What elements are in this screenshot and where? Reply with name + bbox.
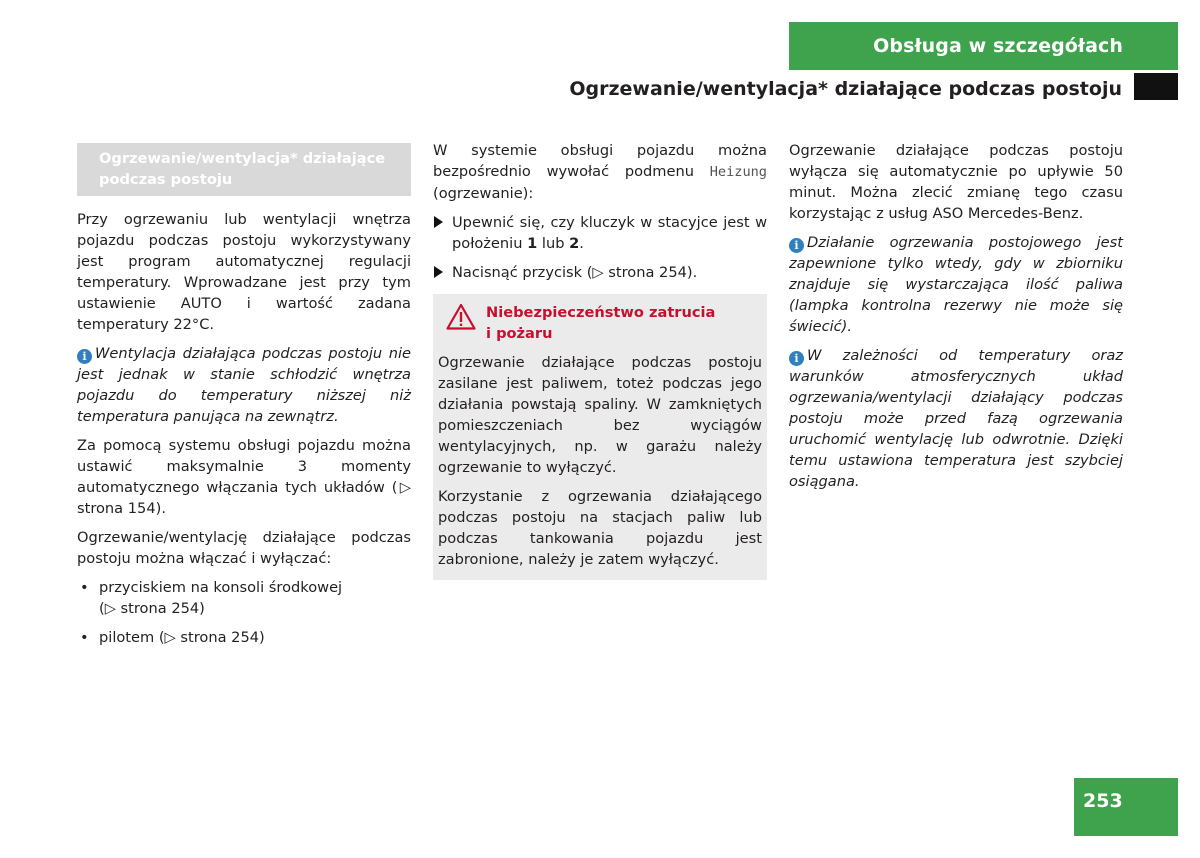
key-position: 1 bbox=[527, 235, 538, 252]
section-tab-label: Obsługa w szczegółach bbox=[873, 35, 1123, 57]
info-icon: i bbox=[789, 238, 804, 253]
intro-text-end: (ogrzewanie): bbox=[433, 185, 534, 202]
paragraph: Ogrzewanie/wentylację działające podczas postoju można włączać i wyłączać: bbox=[77, 529, 411, 567]
step-arrow-icon bbox=[434, 266, 443, 278]
warning-title bbox=[486, 302, 715, 344]
section-heading-line2: podczas postoju bbox=[99, 171, 233, 188]
list-item-text: przyciskiem na konsoli środkowej bbox=[99, 579, 343, 596]
info-note-text: Wentylacja działająca podczas postoju nie jest jednak w stanie schłodzić wnętrza pojazdu do temperatury niższej niż temperatura panująca na zewnątrz. bbox=[77, 345, 411, 425]
warning-paragraph: Korzystanie z ogrzewania działającego podczas postoju na stacjach paliw lub podczas tankowania pojazdu jest zabronione, należy je zatem wyłączyć. bbox=[438, 488, 762, 568]
info-note bbox=[789, 232, 1123, 337]
paragraph: Za pomocą systemu obsługi pojazdu można ustawić maksymalnie 3 momenty automatycznego włączania tych układów (▷ strona 154). bbox=[77, 437, 411, 517]
step-arrow-icon bbox=[434, 216, 443, 228]
list-item bbox=[77, 627, 411, 648]
menu-name: Heizung bbox=[709, 164, 767, 180]
warning-header bbox=[438, 302, 762, 344]
thumb-index-marker bbox=[1134, 73, 1178, 100]
key-position: 2 bbox=[569, 235, 580, 252]
section-heading-line1: Ogrzewanie/wentylacja* działające bbox=[99, 150, 386, 167]
column-left bbox=[77, 140, 411, 656]
paragraph bbox=[433, 140, 767, 204]
step-text: Nacisnąć przycisk (▷ strona 254). bbox=[452, 264, 698, 281]
info-icon: i bbox=[789, 351, 804, 366]
bullet-icon: • bbox=[80, 629, 89, 646]
step-text-part: . bbox=[579, 235, 584, 252]
intro-text: W systemie obsługi pojazdu można bezpośrednio wywołać podmenu bbox=[433, 142, 767, 180]
section-tab bbox=[789, 22, 1178, 70]
instruction-step bbox=[433, 212, 767, 254]
info-note-text: W zależności od temperatury oraz warunków atmosferycznych układ ogrzewania/wentylacji działający podczas postoju może przed fazą ogrzewania uruchomić wentylację lub odwrotnie. Dzięki temu ustawiona temperatura jest szybciej osiągana. bbox=[789, 347, 1123, 490]
column-right bbox=[789, 140, 1123, 500]
paragraph: Przy ogrzewaniu lub wentylacji wnętrza pojazdu podczas postoju wykorzystywany jest program automatycznej regulacji temperatury. Wprowadzane jest przy tym ustawienie AUTO i wartość zadana temperatury 22°C. bbox=[77, 211, 411, 333]
info-note-text: Działanie ogrzewania postojowego jest zapewnione tylko wtedy, gdy w zbiorniku znajduje się wystarczająca ilość paliwa (lampka kontrolna rezerwy nie może się świecić). bbox=[789, 234, 1123, 335]
warning-title-line1: Niebezpieczeństwo zatrucia bbox=[486, 304, 716, 321]
page-subtitle: Ogrzewanie/wentylacja* działające podczas postoju bbox=[569, 78, 1122, 100]
info-note bbox=[77, 343, 411, 427]
warning-triangle-icon bbox=[446, 303, 476, 330]
instruction-step bbox=[433, 262, 767, 283]
info-icon: i bbox=[77, 349, 92, 364]
section-heading bbox=[77, 143, 411, 196]
warning-title-line2: i pożaru bbox=[486, 325, 553, 342]
list-item-ref: (▷ strona 254) bbox=[99, 600, 205, 617]
step-text-part: Upewnić się, czy kluczyk w stacyjce jest w położeniu bbox=[452, 214, 767, 252]
column-middle bbox=[433, 140, 767, 580]
paragraph: Ogrzewanie działające podczas postoju wyłącza się automatycznie po upływie 50 minut. Można zlecić zmianę tego czasu korzystając z usług ASO Mercedes-Benz. bbox=[789, 142, 1123, 222]
info-note bbox=[789, 345, 1123, 492]
warning-box bbox=[433, 294, 767, 580]
bullet-icon: • bbox=[80, 579, 89, 596]
warning-paragraph: Ogrzewanie działające podczas postoju zasilane jest paliwem, toteż podczas jego działania powstają spaliny. W zamkniętych pomieszczeniach bez wyciągów wentylacyjnych, np. w garażu należy ogrzewanie to wyłączyć. bbox=[438, 354, 762, 476]
step-text-part: lub bbox=[537, 235, 570, 252]
step-text bbox=[452, 212, 767, 254]
list-item bbox=[77, 577, 411, 619]
list-item-text: pilotem (▷ strona 254) bbox=[99, 629, 265, 646]
page-number: 253 bbox=[1074, 778, 1178, 836]
